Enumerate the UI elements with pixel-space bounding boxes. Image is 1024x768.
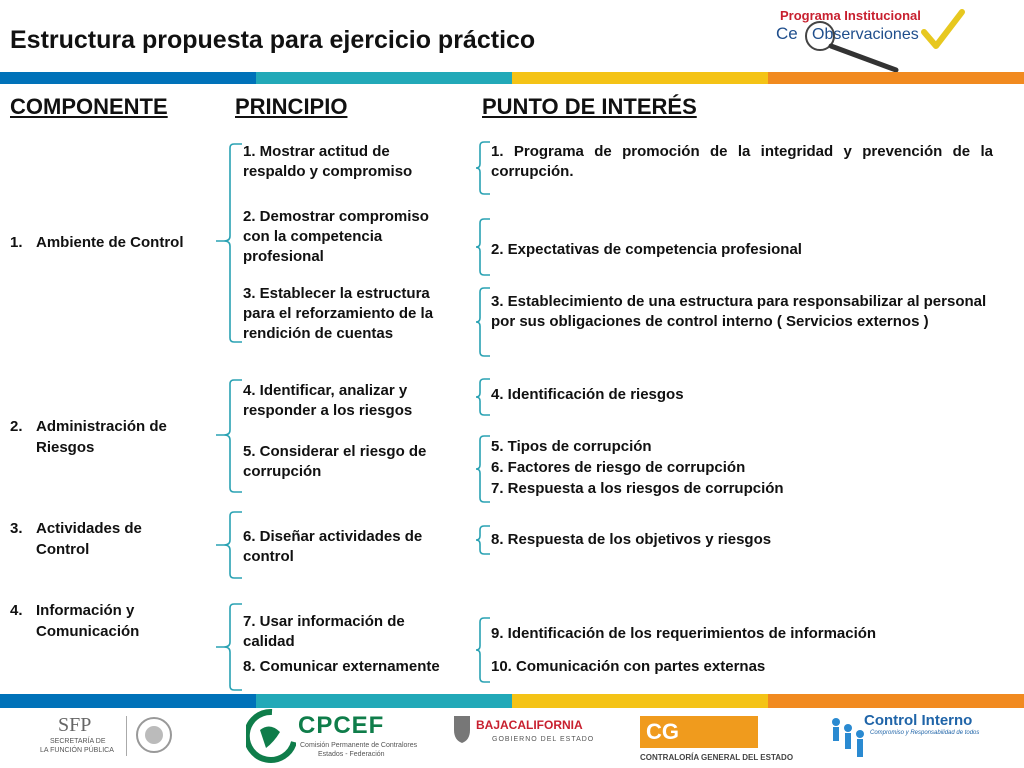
- component-label: Ambiente de Control: [36, 234, 184, 251]
- principle-item: 3. Establecer la estructura para el reforzamiento de la rendición de cuentas: [243, 285, 434, 342]
- cg-subtitle: CONTRALORÍA GENERAL DEL ESTADO: [640, 753, 794, 762]
- point-bracket: [474, 434, 492, 504]
- cg-badge: [640, 716, 758, 748]
- principle-bracket: [214, 378, 244, 494]
- control-interno-logo: [828, 708, 998, 766]
- program-logo-line3: Observaciones: [812, 26, 919, 43]
- baja-california-wordmark: BAJACALIFORNIA: [476, 718, 583, 732]
- principle-bracket: [214, 602, 244, 692]
- sfp-subtitle-1: SECRETARÍA DE: [50, 738, 106, 745]
- component-item: [10, 518, 210, 562]
- component-number: 1.: [10, 234, 23, 251]
- point-item: 6. Factores de riesgo de corrupción: [491, 459, 746, 476]
- component-item: [10, 416, 210, 460]
- baja-california-subtitle: GOBIERNO DEL ESTADO: [492, 736, 595, 743]
- cpcef-emblem-icon: [246, 708, 296, 764]
- point-item: 10. Comunicación con partes externas: [491, 658, 766, 675]
- sfp-logo: [38, 714, 178, 762]
- component-number: 3.: [10, 520, 23, 537]
- header-componente: COMPONENTE: [10, 94, 168, 119]
- state-shield-icon: [452, 714, 472, 744]
- point-item: 4. Identificación de riesgos: [491, 386, 684, 403]
- baja-california-logo: [452, 714, 595, 754]
- page-title: Estructura propuesta para ejercicio práctico: [10, 26, 536, 54]
- cpcef-logo: [246, 708, 418, 766]
- point-item: 3. Establecimiento de una estructura para responsabilizar al personal por sus obligaciones de control interno ( Servicios externos ): [491, 293, 987, 330]
- point-item: 8. Respuesta de los objetivos y riesgos: [491, 531, 772, 548]
- point-bracket: [474, 217, 492, 277]
- point-item: 5. Tipos de corrupción: [491, 438, 652, 455]
- point-bracket: [474, 377, 492, 417]
- point-item: 1. Programa de promoción de la integridad y prevención de la corrupción.: [491, 143, 993, 180]
- component-label: Administración de Riesgos: [36, 418, 167, 456]
- checkmark-icon: [920, 8, 966, 52]
- cg-wordmark: CG: [646, 719, 679, 744]
- footer-logos: [0, 700, 1024, 768]
- point-item: 2. Expectativas de competencia profesional: [491, 241, 802, 258]
- cg-logo: [640, 716, 794, 766]
- program-logo-line1: Programa Institucional: [780, 8, 921, 23]
- program-logo-line2: Ce: [776, 24, 798, 43]
- control-interno-subtitle: Compromiso y Responsabilidad de todos: [870, 730, 980, 736]
- principle-item: 6. Diseñar actividades de control: [243, 528, 423, 565]
- point-item: 7. Respuesta a los riesgos de corrupción: [491, 480, 784, 497]
- mexico-seal-icon: [134, 714, 174, 756]
- point-item: 9. Identificación de los requerimientos de información: [491, 625, 877, 642]
- point-bracket: [474, 524, 492, 556]
- component-item: [10, 232, 220, 256]
- principle-bracket: [214, 510, 244, 580]
- point-bracket: [474, 140, 492, 196]
- principle-item: 2. Demostrar compromiso con la competencia profesional: [243, 208, 429, 265]
- divider: [126, 716, 127, 756]
- principle-item: 5. Considerar el riesgo de corrupción: [243, 443, 427, 480]
- principle-item: 8. Comunicar externamente: [243, 658, 440, 675]
- principle-item: 4. Identificar, analizar y responder a los riesgos: [243, 382, 413, 419]
- component-number: 2.: [10, 418, 23, 435]
- component-label: Información y Comunicación: [36, 602, 140, 640]
- cpcef-wordmark: CPCEF: [298, 712, 385, 739]
- sfp-wordmark: SFP: [58, 714, 92, 736]
- program-logo: [770, 4, 970, 70]
- point-bracket: [474, 616, 492, 684]
- component-number: 4.: [10, 602, 23, 619]
- component-label: Actividades de Control: [36, 520, 142, 558]
- cpcef-subtitle-1: Comisión Permanente de Contralores: [300, 742, 418, 749]
- principle-bracket: [214, 142, 244, 344]
- header-punto: PUNTO DE INTERÉS: [482, 94, 697, 119]
- top-color-band: [0, 72, 1024, 84]
- header-principio: PRINCIPIO: [235, 94, 348, 119]
- cpcef-subtitle-2: Estados - Federación: [318, 751, 385, 758]
- control-interno-wordmark: Control Interno: [864, 712, 973, 729]
- magnifier-icon: [796, 16, 906, 72]
- principle-item: 7. Usar información de calidad: [243, 613, 405, 650]
- component-item: [10, 600, 210, 644]
- point-bracket: [474, 286, 492, 358]
- sfp-subtitle-2: LA FUNCIÓN PÚBLICA: [40, 747, 114, 754]
- principle-item: 1. Mostrar actitud de respaldo y compromiso: [243, 143, 413, 180]
- people-chain-icon: [828, 714, 868, 762]
